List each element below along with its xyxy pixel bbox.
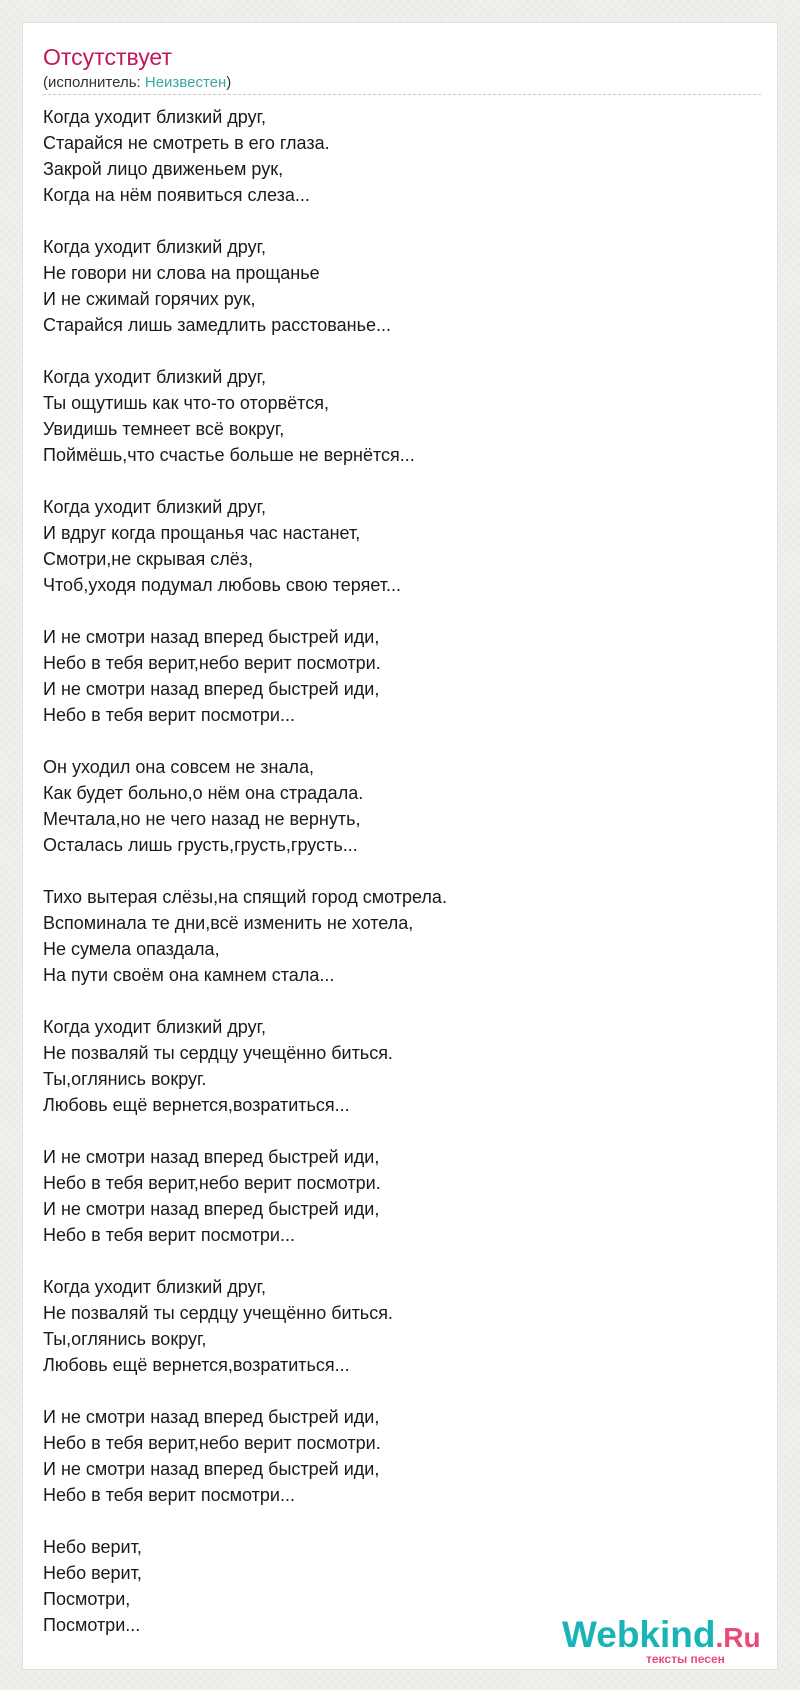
lyric-line: Небо в тебя верит посмотри... [43,705,295,725]
lyric-line: Не говори ни слова на прощанье [43,263,320,283]
artist-link[interactable]: Неизвестен [144,74,227,91]
logo-tagline: тексты песен [646,1652,725,1666]
lyric-line: И не смотри назад вперед быстрей иди, [43,627,380,647]
lyrics-stanza [43,1274,743,1378]
lyric-line: И вдруг когда прощанья час настанет, [43,523,361,543]
lyrics-stanza [43,1144,743,1248]
lyric-line: Посмотри... [43,1615,141,1635]
lyric-line: Осталась лишь грусть,грусть,грусть... [43,835,358,855]
artist-suffix: ) [226,74,232,91]
lyric-line: Когда уходит близкий друг, [43,1017,266,1037]
lyric-line: Любовь ещё вернется,возратиться... [43,1095,350,1115]
lyric-line: Увидишь темнеет всё вокруг, [43,419,285,439]
lyric-line: Не сумела опаздала, [43,939,220,959]
lyric-line: Небо верит, [43,1563,142,1583]
lyric-line: Поймёшь,что счастье больше не вернётся... [43,445,415,465]
lyric-line: На пути своём она камнем стала... [43,965,335,985]
lyrics-stanza [43,104,743,208]
lyric-line: И не сжимай горячих рук, [43,289,256,309]
lyric-line: Ты ощутишь как что-то оторвётся, [43,393,329,413]
lyric-line: И не смотри назад вперед быстрей иди, [43,1199,380,1219]
lyrics-stanza [43,1014,743,1118]
artist-prefix: (исполнитель: [43,74,145,91]
lyric-line: Ты,оглянись вокруг. [43,1069,207,1089]
lyric-line: Когда уходит близкий друг, [43,367,266,387]
lyric-line: Любовь ещё вернется,возратиться... [43,1355,350,1375]
logo-tld: .Ru [715,1622,761,1653]
lyric-line: Не позваляй ты сердцу учещённо биться. [43,1043,393,1063]
lyric-line: Вспоминала те дни,всё изменить не хотела, [43,913,414,933]
lyric-line: Тихо вытерая слёзы,на спящий город смотрела. [43,887,447,907]
lyric-line: Когда на нём появиться слеза... [43,185,310,205]
lyric-line: Ты,оглянись вокруг, [43,1329,207,1349]
lyric-line: Посмотри, [43,1589,131,1609]
lyric-line: И не смотри назад вперед быстрей иди, [43,1459,380,1479]
lyric-line: Когда уходит близкий друг, [43,1277,266,1297]
lyrics-stanza [43,884,743,988]
lyric-line: Он уходил она совсем не знала, [43,757,315,777]
lyrics-card [22,22,778,1670]
lyrics-stanza [43,364,743,468]
lyric-line: Как будет больно,о нём она страдала. [43,783,364,803]
webkind-logo[interactable] [562,1615,782,1671]
title-divider [43,94,761,95]
lyric-line: Небо в тебя верит,небо верит посмотри. [43,653,381,673]
logo-word: Webkind [562,1614,716,1655]
lyric-line: Небо в тебя верит,небо верит посмотри. [43,1173,381,1193]
song-title: Отсутствует [43,44,172,70]
lyric-line: Старайся лишь замедлить расстованье... [43,315,391,335]
lyric-line: Небо верит, [43,1537,142,1557]
lyric-line: Когда уходит близкий друг, [43,107,266,127]
lyric-line: Небо в тебя верит,небо верит посмотри. [43,1433,381,1453]
lyric-line: Чтоб,уходя подумал любовь свою теряет... [43,575,401,595]
lyric-line: Старайся не смотреть в его глаза. [43,133,330,153]
lyrics-body [43,104,743,1664]
lyrics-stanza [43,624,743,728]
lyric-line: Когда уходит близкий друг, [43,497,266,517]
lyric-line: И не смотри назад вперед быстрей иди, [43,1147,380,1167]
lyric-line: Мечтала,но не чего назад не вернуть, [43,809,361,829]
artist-line [43,73,231,93]
lyric-line: Закрой лицо движеньем рук, [43,159,284,179]
lyric-line: Не позваляй ты сердцу учещённо биться. [43,1303,393,1323]
lyric-line: Небо в тебя верит посмотри... [43,1225,295,1245]
lyric-line: Смотри,не скрывая слёз, [43,549,253,569]
lyrics-stanza [43,1404,743,1508]
lyric-line: И не смотри назад вперед быстрей иди, [43,679,380,699]
lyrics-stanza [43,234,743,338]
lyrics-stanza [43,494,743,598]
lyric-line: И не смотри назад вперед быстрей иди, [43,1407,380,1427]
lyrics-stanza [43,754,743,858]
lyric-line: Когда уходит близкий друг, [43,237,266,257]
lyric-line: Небо в тебя верит посмотри... [43,1485,295,1505]
